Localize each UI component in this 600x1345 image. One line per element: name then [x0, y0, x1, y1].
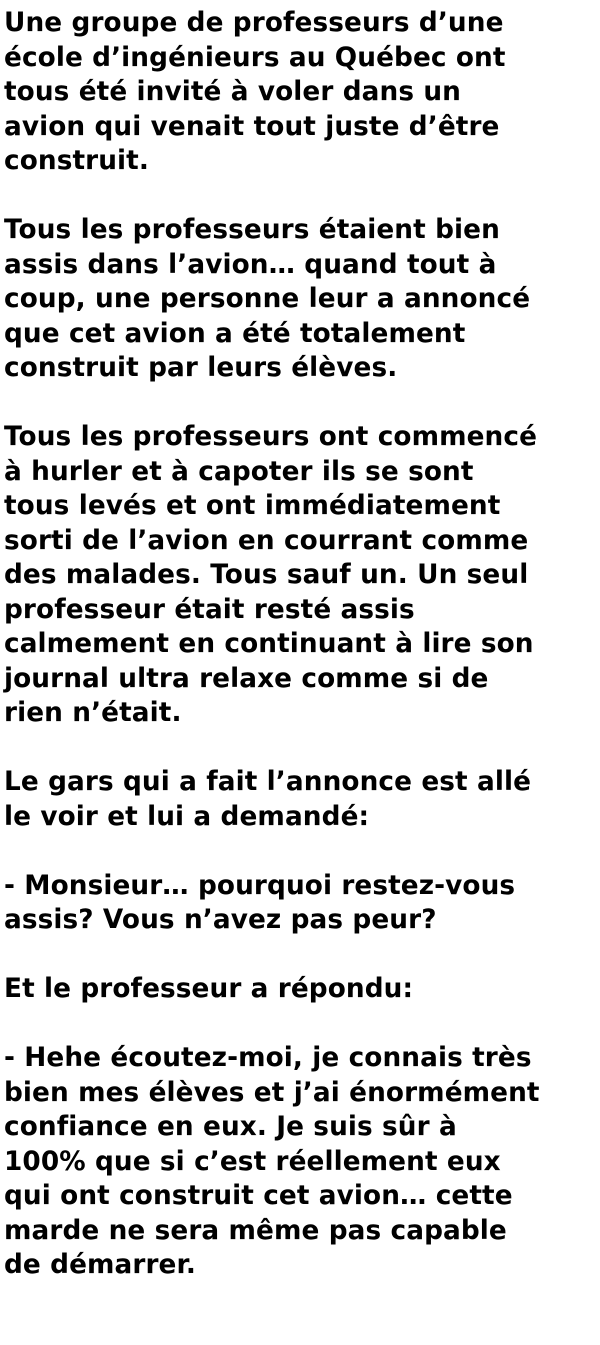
text-line: professeur était resté assis [4, 594, 415, 625]
text-line: bien mes élèves et j’ai énormément [4, 1077, 540, 1108]
text-line: calmement en continuant à lire son [4, 629, 534, 659]
paragraph-invitation [4, 6, 600, 179]
text-line: Le gars qui a fait l’annonce est allé [4, 767, 532, 797]
text-line: le voir et lui a demandé: [4, 801, 370, 832]
text-line: confiance en eux. Je suis sûr à [4, 1112, 457, 1142]
text-line: école d’ingénieurs au Québec ont [4, 42, 506, 73]
text-line: construit. [4, 146, 149, 176]
text-line: - Hehe écoutez-moi, je connais très [4, 1043, 532, 1073]
text-line: Tous les professeurs étaient bien [4, 215, 500, 245]
paragraph-answer [4, 1041, 600, 1283]
text-line: journal ultra relaxe comme si de [4, 663, 489, 694]
paragraph-question-intro [4, 765, 600, 834]
text-line: tous levés et ont immédiatement [4, 491, 501, 521]
text-line: marde ne sera même pas capable [4, 1215, 507, 1246]
text-line: de démarrer. [4, 1250, 196, 1280]
paragraph-announcement [4, 213, 600, 386]
text-line: Une groupe de professeurs d’une [4, 8, 504, 38]
text-line: avion qui venait tout juste d’être [4, 111, 500, 142]
text-line: coup, une personne leur a annoncé [4, 284, 531, 314]
text-line: Et le professeur a répondu: [4, 974, 414, 1004]
text-line: assis dans l’avion… quand tout à [4, 249, 497, 280]
paragraph-answer-intro [4, 972, 600, 1007]
text-line: que cet avion a été totalement [4, 318, 466, 349]
text-line: 100% que si c’est réellement eux [4, 1146, 501, 1177]
text-line: à hurler et à capoter ils se sont [4, 456, 474, 487]
text-line: sorti de l’avion en courrant comme [4, 525, 529, 556]
text-line: construit par leurs élèves. [4, 353, 398, 383]
paragraph-question [4, 869, 600, 938]
paragraph-panic [4, 420, 600, 731]
text-line: Tous les professeurs ont commencé [4, 422, 538, 452]
text-line: des malades. Tous sauf un. Un seul [4, 560, 529, 590]
text-line: qui ont construit cet avion… cette [4, 1181, 513, 1211]
text-line: rien n’était. [4, 698, 182, 728]
text-line: - Monsieur… pourquoi restez-vous [4, 870, 516, 901]
text-line: assis? Vous n’avez pas peur? [4, 905, 437, 935]
text-line: tous été invité à voler dans un [4, 77, 462, 107]
